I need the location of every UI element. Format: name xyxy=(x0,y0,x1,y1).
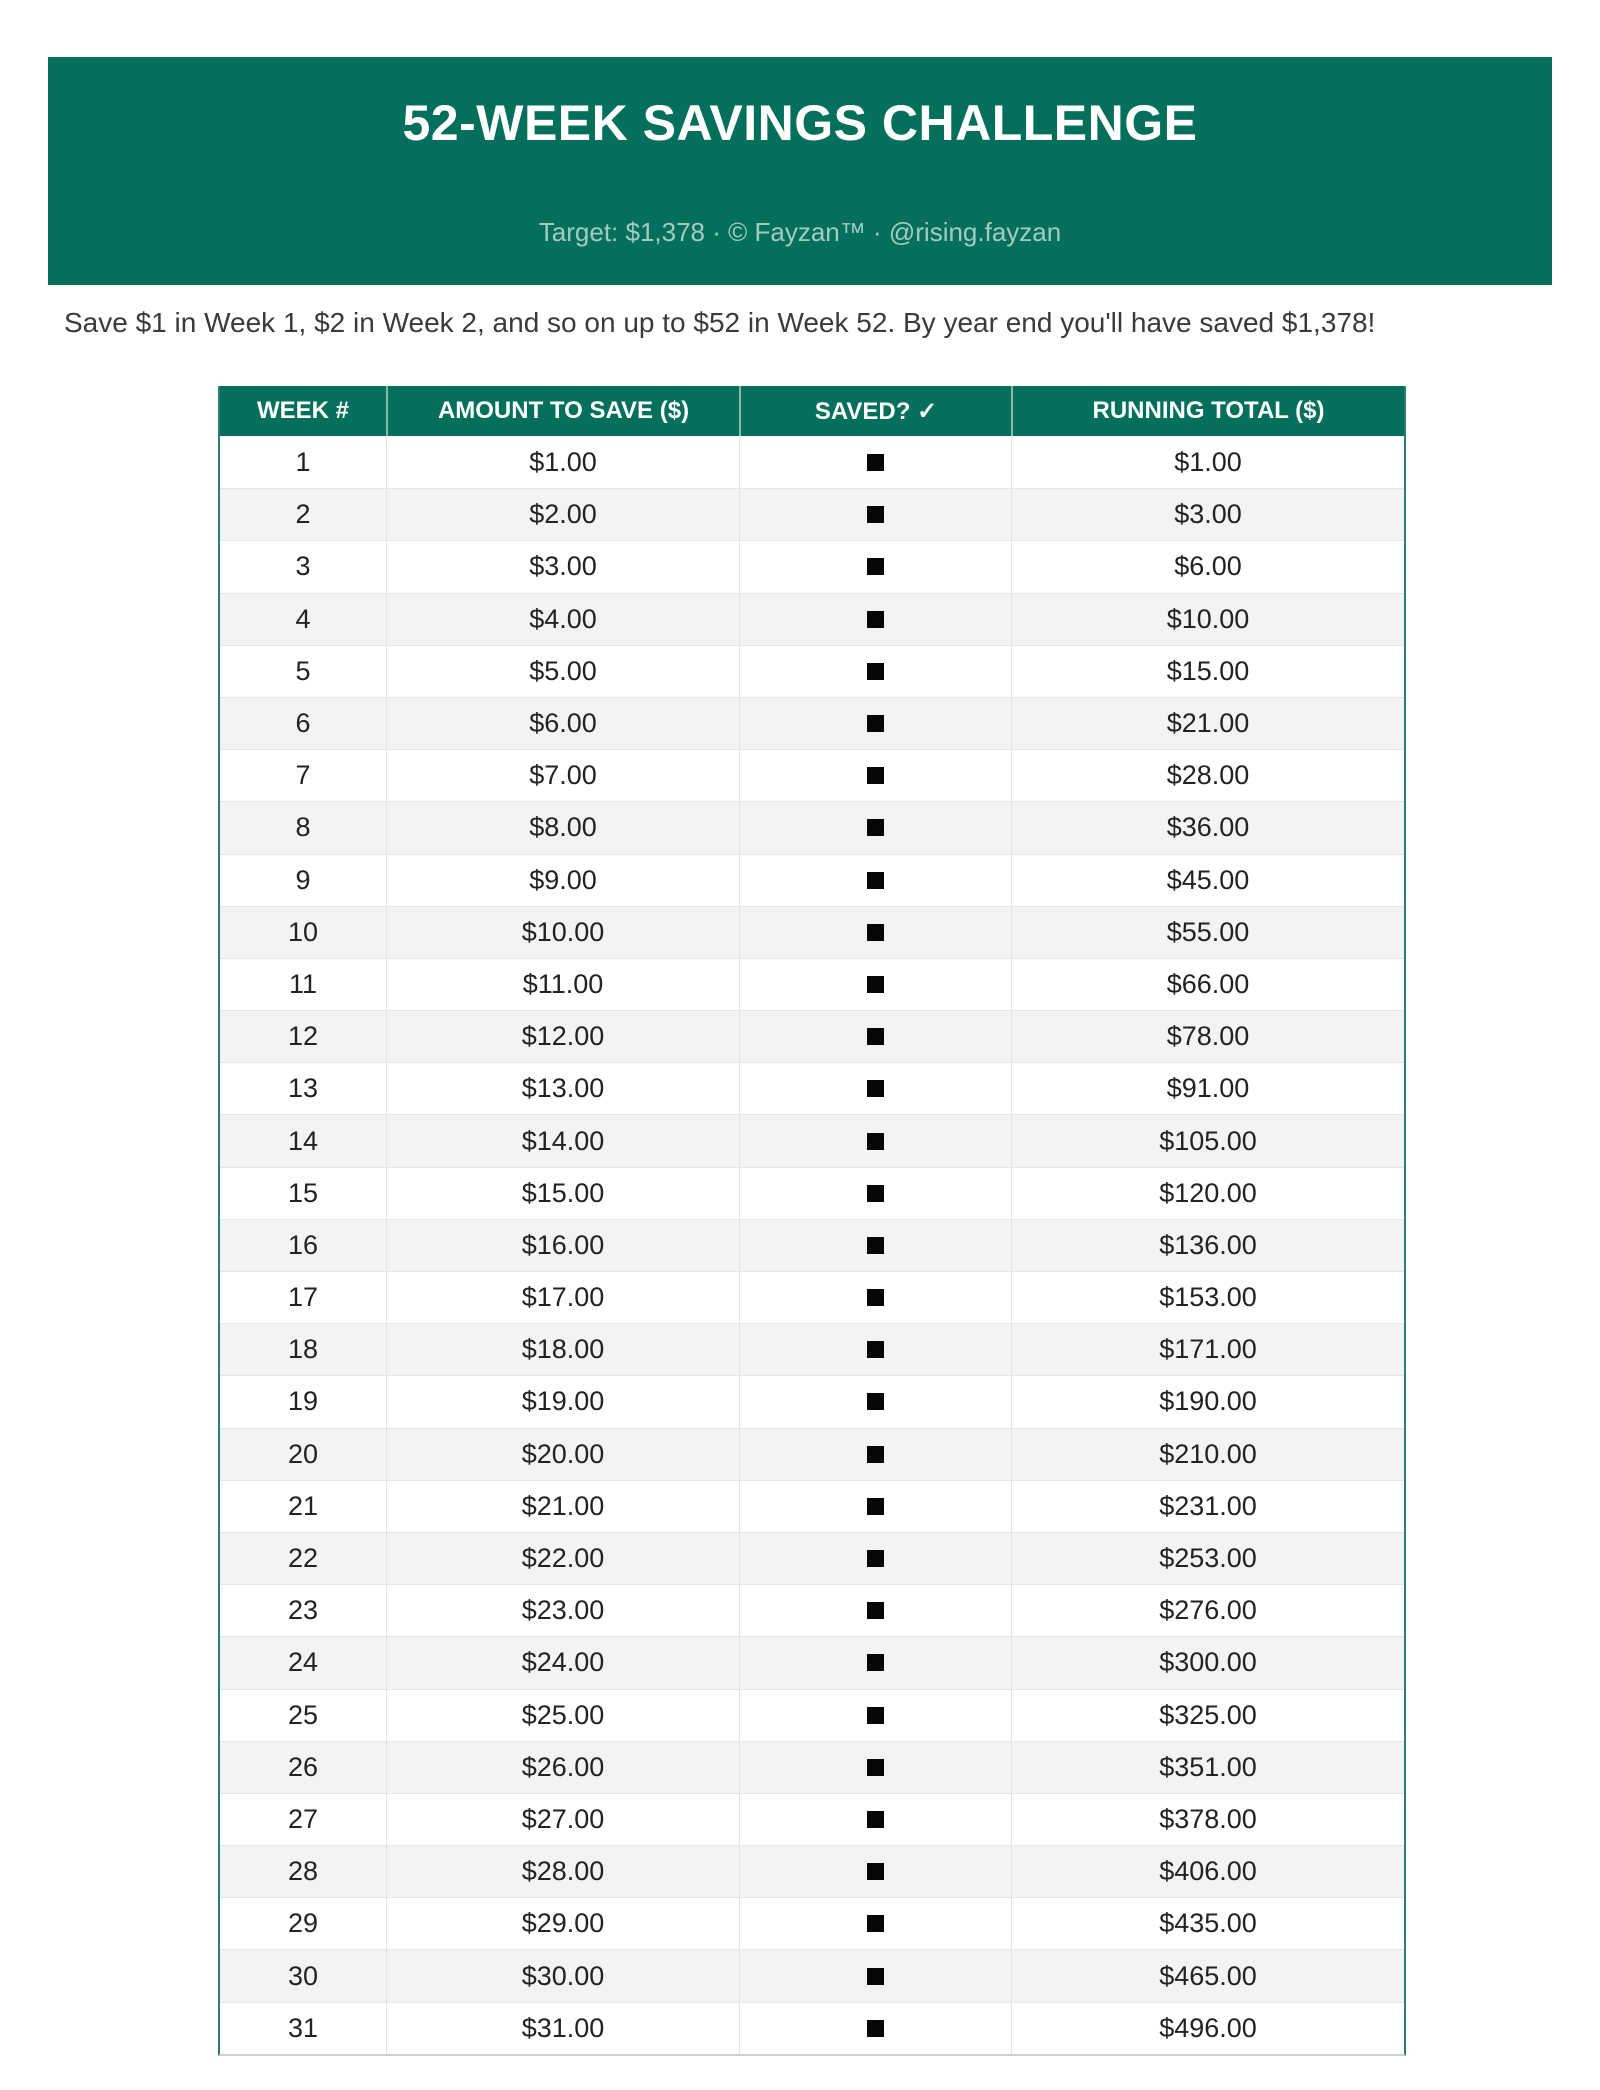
running-total-cell: $6.00 xyxy=(1011,541,1404,592)
table-row xyxy=(220,1271,1404,1323)
saved-cell xyxy=(739,1324,1011,1375)
running-total-cell: $136.00 xyxy=(1011,1220,1404,1271)
running-total-cell: $496.00 xyxy=(1011,2003,1404,2054)
week-number-cell: 11 xyxy=(288,968,318,999)
table-body xyxy=(220,436,1404,2054)
week-number-cell: 9 xyxy=(295,864,311,895)
checkbox-filled-icon xyxy=(867,506,884,523)
table-row xyxy=(220,1741,1404,1793)
table-row xyxy=(220,645,1404,697)
table-row xyxy=(220,854,1404,906)
checkbox-filled-icon xyxy=(867,1602,884,1619)
week-number-cell: 20 xyxy=(287,1438,319,1469)
running-total-cell: $231.00 xyxy=(1011,1481,1404,1532)
running-total-cell: $325.00 xyxy=(1011,1690,1404,1741)
saved-cell xyxy=(739,1950,1011,2001)
table-row xyxy=(220,436,1404,488)
checkbox-filled-icon xyxy=(867,1393,884,1410)
checkbox-filled-icon xyxy=(867,1498,884,1515)
saved-cell xyxy=(739,698,1011,749)
table-row xyxy=(220,1793,1404,1845)
col-header-running-total: RUNNING TOTAL ($) xyxy=(1011,386,1404,436)
table-row xyxy=(220,1323,1404,1375)
saved-cell xyxy=(739,1481,1011,1532)
running-total-cell: $21.00 xyxy=(1011,698,1404,749)
amount-to-save-cell: $17.00 xyxy=(386,1272,739,1323)
running-total-cell: $1.00 xyxy=(1011,436,1404,488)
checkbox-filled-icon xyxy=(867,872,884,889)
running-total-cell: $36.00 xyxy=(1011,802,1404,853)
table-row xyxy=(220,1897,1404,1949)
saved-cell xyxy=(739,1898,1011,1949)
table-row xyxy=(220,1532,1404,1584)
saved-cell xyxy=(739,1533,1011,1584)
running-total-cell: $210.00 xyxy=(1011,1429,1404,1480)
running-total-cell: $91.00 xyxy=(1011,1063,1404,1114)
checkbox-filled-icon xyxy=(867,1968,884,1985)
week-number-cell: 8 xyxy=(295,812,311,843)
checkbox-filled-icon xyxy=(867,819,884,836)
table-row xyxy=(220,1010,1404,1062)
table-row xyxy=(220,2002,1404,2054)
week-number-cell: 18 xyxy=(287,1334,319,1365)
saved-cell xyxy=(739,1742,1011,1793)
amount-to-save-cell: $16.00 xyxy=(386,1220,739,1271)
table-row xyxy=(220,697,1404,749)
amount-to-save-cell: $24.00 xyxy=(386,1637,739,1688)
running-total-cell: $406.00 xyxy=(1011,1846,1404,1897)
table-row xyxy=(220,1480,1404,1532)
amount-to-save-cell: $30.00 xyxy=(386,1950,739,2001)
week-number-cell: 16 xyxy=(287,1229,319,1260)
amount-to-save-cell: $5.00 xyxy=(386,646,739,697)
saved-cell xyxy=(739,2003,1011,2054)
table-row xyxy=(220,1219,1404,1271)
week-number-cell: 22 xyxy=(287,1543,319,1574)
table-row xyxy=(220,1584,1404,1636)
table-header-row xyxy=(220,386,1404,436)
checkbox-filled-icon xyxy=(867,1863,884,1880)
checkbox-filled-icon xyxy=(867,715,884,732)
week-number-cell: 31 xyxy=(287,2012,319,2043)
week-number-cell: 25 xyxy=(287,1699,319,1730)
week-number-cell: 27 xyxy=(287,1803,319,1834)
checkbox-filled-icon xyxy=(867,1654,884,1671)
week-number-cell: 28 xyxy=(287,1856,319,1887)
week-number-cell: 4 xyxy=(295,603,311,634)
running-total-cell: $351.00 xyxy=(1011,1742,1404,1793)
amount-to-save-cell: $8.00 xyxy=(386,802,739,853)
table-row xyxy=(220,593,1404,645)
running-total-cell: $190.00 xyxy=(1011,1376,1404,1427)
amount-to-save-cell: $26.00 xyxy=(386,1742,739,1793)
saved-cell xyxy=(739,959,1011,1010)
running-total-cell: $300.00 xyxy=(1011,1637,1404,1688)
amount-to-save-cell: $3.00 xyxy=(386,541,739,592)
amount-to-save-cell: $10.00 xyxy=(386,907,739,958)
checkbox-filled-icon xyxy=(867,1550,884,1567)
running-total-cell: $465.00 xyxy=(1011,1950,1404,2001)
week-number-cell: 23 xyxy=(287,1595,319,1626)
amount-to-save-cell: $22.00 xyxy=(386,1533,739,1584)
checkbox-filled-icon xyxy=(867,1707,884,1724)
saved-cell xyxy=(739,1846,1011,1897)
week-number-cell: 17 xyxy=(287,1282,319,1313)
table-row xyxy=(220,1062,1404,1114)
saved-cell xyxy=(739,489,1011,540)
saved-cell xyxy=(739,1637,1011,1688)
running-total-cell: $276.00 xyxy=(1011,1585,1404,1636)
saved-cell xyxy=(739,1690,1011,1741)
checkbox-filled-icon xyxy=(867,924,884,941)
amount-to-save-cell: $14.00 xyxy=(386,1115,739,1166)
checkbox-filled-icon xyxy=(867,1133,884,1150)
checkbox-filled-icon xyxy=(867,1237,884,1254)
saved-cell xyxy=(739,541,1011,592)
running-total-cell: $55.00 xyxy=(1011,907,1404,958)
table-row xyxy=(220,488,1404,540)
checkbox-filled-icon xyxy=(867,1915,884,1932)
week-number-cell: 1 xyxy=(295,446,311,477)
checkbox-filled-icon xyxy=(867,1185,884,1202)
checkbox-filled-icon xyxy=(867,767,884,784)
amount-to-save-cell: $28.00 xyxy=(386,1846,739,1897)
table-row xyxy=(220,1636,1404,1688)
table-row xyxy=(220,1949,1404,2001)
checkbox-filled-icon xyxy=(867,454,884,471)
running-total-cell: $10.00 xyxy=(1011,594,1404,645)
saved-cell xyxy=(739,1794,1011,1845)
running-total-cell: $253.00 xyxy=(1011,1533,1404,1584)
week-number-cell: 19 xyxy=(287,1386,319,1417)
table-row xyxy=(220,1167,1404,1219)
running-total-cell: $105.00 xyxy=(1011,1115,1404,1166)
amount-to-save-cell: $27.00 xyxy=(386,1794,739,1845)
week-number-cell: 15 xyxy=(287,1177,319,1208)
col-header-saved: SAVED? ✓ xyxy=(739,386,1011,436)
checkbox-filled-icon xyxy=(867,1289,884,1306)
amount-to-save-cell: $21.00 xyxy=(386,1481,739,1532)
running-total-cell: $435.00 xyxy=(1011,1898,1404,1949)
checkbox-filled-icon xyxy=(867,611,884,628)
table-row xyxy=(220,958,1404,1010)
running-total-cell: $28.00 xyxy=(1011,750,1404,801)
checkbox-filled-icon xyxy=(867,976,884,993)
saved-cell xyxy=(739,1376,1011,1427)
checkbox-filled-icon xyxy=(867,663,884,680)
amount-to-save-cell: $18.00 xyxy=(386,1324,739,1375)
table-row xyxy=(220,749,1404,801)
intro-text: Save $1 in Week 1, $2 in Week 2, and so on up to $52 in Week 52. By year end you'll have saved $1,378! xyxy=(64,307,1376,338)
table-row xyxy=(220,540,1404,592)
week-number-cell: 2 xyxy=(295,499,311,530)
saved-cell xyxy=(739,750,1011,801)
running-total-cell: $171.00 xyxy=(1011,1324,1404,1375)
saved-cell xyxy=(739,1220,1011,1271)
savings-table xyxy=(218,386,1406,2056)
saved-cell xyxy=(739,646,1011,697)
running-total-cell: $78.00 xyxy=(1011,1011,1404,1062)
table-row xyxy=(220,1689,1404,1741)
table-row xyxy=(220,906,1404,958)
checkbox-filled-icon xyxy=(867,1080,884,1097)
saved-cell xyxy=(739,802,1011,853)
saved-cell xyxy=(739,1429,1011,1480)
saved-cell xyxy=(739,1272,1011,1323)
saved-cell xyxy=(739,1585,1011,1636)
saved-cell xyxy=(739,594,1011,645)
running-total-cell: $45.00 xyxy=(1011,855,1404,906)
week-number-cell: 7 xyxy=(295,760,311,791)
amount-to-save-cell: $4.00 xyxy=(386,594,739,645)
checkbox-filled-icon xyxy=(867,1446,884,1463)
table-row xyxy=(220,1375,1404,1427)
saved-cell xyxy=(739,436,1011,488)
header-banner xyxy=(48,57,1552,285)
week-number-cell: 5 xyxy=(295,655,311,686)
amount-to-save-cell: $6.00 xyxy=(386,698,739,749)
checkbox-filled-icon xyxy=(867,2020,884,2037)
week-number-cell: 14 xyxy=(287,1125,319,1156)
amount-to-save-cell: $2.00 xyxy=(386,489,739,540)
saved-cell xyxy=(739,855,1011,906)
amount-to-save-cell: $7.00 xyxy=(386,750,739,801)
amount-to-save-cell: $12.00 xyxy=(386,1011,739,1062)
week-number-cell: 12 xyxy=(287,1021,319,1052)
table-row xyxy=(220,1114,1404,1166)
amount-to-save-cell: $29.00 xyxy=(386,1898,739,1949)
amount-to-save-cell: $9.00 xyxy=(386,855,739,906)
amount-to-save-cell: $1.00 xyxy=(386,436,739,488)
amount-to-save-cell: $13.00 xyxy=(386,1063,739,1114)
checkbox-filled-icon xyxy=(867,1028,884,1045)
week-number-cell: 29 xyxy=(287,1908,319,1939)
saved-cell xyxy=(739,1063,1011,1114)
saved-cell xyxy=(739,1115,1011,1166)
week-number-cell: 30 xyxy=(287,1960,319,1991)
running-total-cell: $66.00 xyxy=(1011,959,1404,1010)
amount-to-save-cell: $23.00 xyxy=(386,1585,739,1636)
checkbox-filled-icon xyxy=(867,558,884,575)
amount-to-save-cell: $20.00 xyxy=(386,1429,739,1480)
checkbox-filled-icon xyxy=(867,1759,884,1776)
amount-to-save-cell: $15.00 xyxy=(386,1168,739,1219)
running-total-cell: $15.00 xyxy=(1011,646,1404,697)
amount-to-save-cell: $11.00 xyxy=(386,959,739,1010)
col-header-amount: AMOUNT TO SAVE ($) xyxy=(386,386,739,436)
page-title: 52-WEEK SAVINGS CHALLENGE xyxy=(402,95,1198,151)
table-row xyxy=(220,1845,1404,1897)
saved-cell xyxy=(739,1168,1011,1219)
running-total-cell: $120.00 xyxy=(1011,1168,1404,1219)
checkbox-filled-icon xyxy=(867,1341,884,1358)
week-number-cell: 10 xyxy=(287,916,319,947)
saved-cell xyxy=(739,907,1011,958)
week-number-cell: 24 xyxy=(287,1647,319,1678)
col-header-week: WEEK # xyxy=(256,397,349,424)
banner-subtitle: Target: $1,378 · © Fayzan™ · @rising.fayzan xyxy=(538,217,1062,247)
running-total-cell: $378.00 xyxy=(1011,1794,1404,1845)
saved-cell xyxy=(739,1011,1011,1062)
table-row xyxy=(220,1428,1404,1480)
running-total-cell: $3.00 xyxy=(1011,489,1404,540)
amount-to-save-cell: $25.00 xyxy=(386,1690,739,1741)
running-total-cell: $153.00 xyxy=(1011,1272,1404,1323)
week-number-cell: 21 xyxy=(287,1490,319,1521)
week-number-cell: 6 xyxy=(295,708,311,739)
week-number-cell: 3 xyxy=(295,551,311,582)
checkbox-filled-icon xyxy=(867,1811,884,1828)
week-number-cell: 13 xyxy=(287,1073,319,1104)
amount-to-save-cell: $19.00 xyxy=(386,1376,739,1427)
week-number-cell: 26 xyxy=(287,1751,319,1782)
table-row xyxy=(220,801,1404,853)
amount-to-save-cell: $31.00 xyxy=(386,2003,739,2054)
